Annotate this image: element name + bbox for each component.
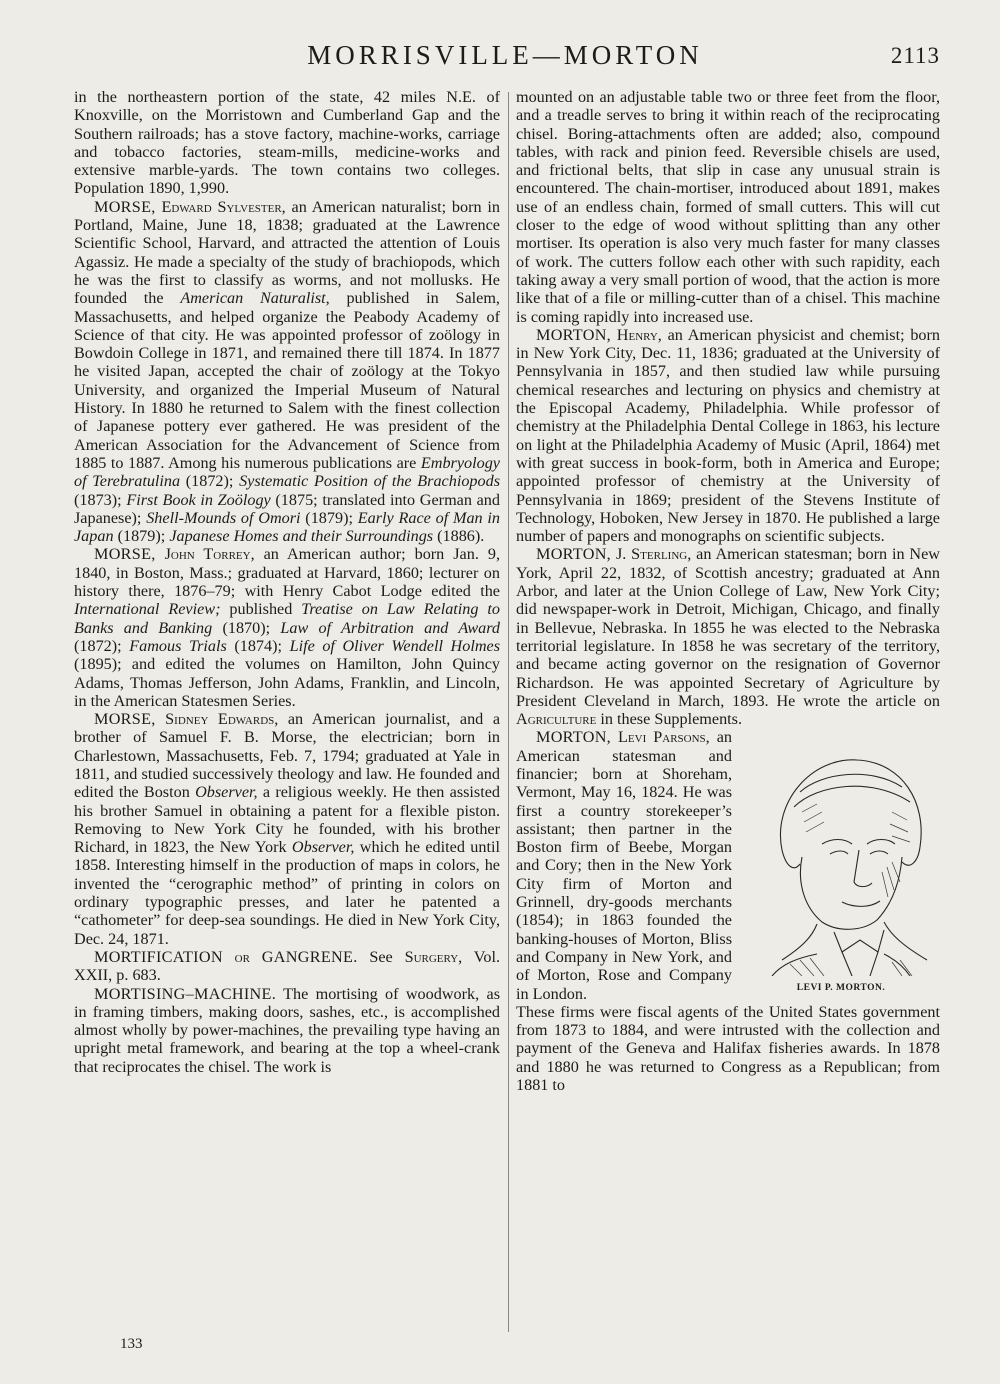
entry-subname: Edward Sylvester,	[161, 197, 286, 216]
entry-headword: MORTIFICATION	[94, 947, 223, 966]
portrait-caption: LEVI P. MORTON.	[796, 983, 886, 994]
morton-levi-continuation: These firms were fiscal agents of the United States government from 1873 to 1884, and were intrusted with the collection and payment of the Geneva and Halifax fisheries awards. In 1878 and 1880 he was returned to Congress as a Republican; from 1881 to	[516, 1002, 940, 1095]
column-divider	[508, 92, 509, 1332]
morrisville-continuation: in the northeastern portion of the state, 42 miles N.E. of Knoxville, on the Morristown and Cumberland Gap and the Southern railroads; has a stove factory, machine-works, carriage and tobacco factories, steam-mills, medicine-works and extensive marble-yards. The town contains two colleges. Population 1890, 1,990.	[74, 88, 500, 198]
entry-mortising-machine: MORTISING–MACHINE. The mortising of woodwork, as in framing timbers, making doors, sashes, etc., is accomplished almost wholly by power-machines, the prevailing type having an upright metal framework, and bearing at the top a wheel-crank that reciprocates the chisel. The work is	[74, 984, 500, 1076]
entry-headword: MORTON,	[536, 728, 612, 747]
cross-reference: Agriculture	[516, 710, 597, 729]
portrait-levi-p-morton	[742, 732, 940, 994]
running-head: MORRISVILLE—MORTON	[307, 40, 703, 70]
entry-headword: MORSE,	[94, 710, 156, 729]
entry-subname: Sidney Edwards,	[165, 710, 279, 729]
page-header	[70, 40, 940, 80]
portrait-engraving	[742, 732, 940, 976]
entry-morton-j-sterling: MORTON, J. Sterling, an American statesman; born in New York, April 22, 1832, of Scottish ancestry; graduated at Ann Arbor, and later at the Union College of Law, New York City; did newspaper-work in Detroit, Michigan, Chicago, and finally in Bellevue, Nebraska. In 1855 he was elected to the Nebraska territorial legislature. In 1858 he was secretary of the territory, and became acting governor on the resignation of Governor Richardson. He was appointed Secretary of Agriculture by President Cleveland in March, 1893. He wrote the article on Agriculture in these Supplements.	[516, 545, 940, 729]
entry-morse-sidney-edwards: MORSE, Sidney Edwards, an American journalist, and a brother of Samuel F. B. Morse, the electrician; born in Charlestown, Massachusetts, Feb. 7, 1794; graduated at Yale in 1811, and studied successively theology and law. He founded and edited the Boston Observer, a religious weekly. He then assisted his brother Samuel in obtaining a patent for a flexible piston. Removing to New York City he founded, with his brother Richard, in 1823, the New York Observer, which he edited until 1858. Interesting himself in the production of maps in colors, he invented the “cerographic method” of printing in colors on ordinary typographic presses, and later he patented a “cathometer” for deep-sea soundings. He died in New York City, Dec. 24, 1871.	[74, 710, 501, 948]
right-column	[516, 88, 940, 1094]
entry-morse-edward-sylvester: MORSE, Edward Sylvester, an American naturalist; born in Portland, Maine, June 18, 1838; graduated at the Lawrence Scientific School, Harvard, and attracted the attention of Louis Agassiz. He made a specialty of the study of brachiopods, which he was the first to classify as worms, and not mollusks. He founded the American Naturalist, published in Salem, Massachusetts, and helped organize the Peabody Academy of Science of that city. He was appointed professor of zoölogy in Bowdoin College in 1871, and remained there till 1874. In 1877 he visited Japan, accepted the chair of zoölogy at the Tokyo University, and organized the Imperial Museum of Natural History. In 1880 he returned to Salem with the finest collection of Japanese pottery ever gathered. He was president of the American Association for the Advancement of Science from 1885 to 1887. Among his numerous publications are Embryology of Terebratulina (1872); Systematic Position of the Brachiopods (1873); First Book in Zoölogy (1875; translated into German and Japanese); Shell-Mounds of Omori (1879); Early Race of Man in Japan (1879); Japanese Homes and their Surroundings (1886).	[74, 197, 501, 546]
entry-headword: MORSE,	[94, 545, 156, 564]
page-number: 2113	[890, 43, 940, 68]
entry-morton-levi-parsons: MORTON, Levi Parsons, an American statesman and financier; born at Shoreham, Vermont, May 16, 1824. He was first a country storekeeper’s assistant; then partner in the Boston firm of Beebe, Morgan and Cory; then in the New York City firm of Morton and Grinnell, dry-goods merchants (1854); in 1863 founded the banking-houses of Morton, Bliss and Company in New York, and of Morton, Rose and Company in London.	[516, 728, 733, 1003]
entry-subname: J. Sterling,	[615, 545, 692, 564]
entry-mortification: MORTIFICATION or GANGRENE. See Surgery, Vol. XXII, p. 683.	[74, 947, 501, 985]
mortising-continuation: mounted on an adjustable table two or three feet from the floor, and a treadle serves to bring it within reach of the reciprocating chisel. Boring-attachments often are added; also, compound tables, with rack and pinion feed. Reversible chisels are used, and frictional belts, that slip in case any unusual strain is encountered. The chain-mortiser, introduced about 1891, makes use of an endless chain, formed of small cutters. This will cut closer to the edge of wood without splitting than any other mortiser. Its operation is also very much faster for many classes of work. The cutters follow each other with such rapidity, each taking away a very small portion of wood, that the action is more like that of a file or milling-cutter than of a chisel. This machine is coming rapidly into increased use.	[516, 88, 940, 326]
left-column	[74, 88, 500, 1076]
entry-subname: Henry,	[616, 325, 662, 344]
entry-morton-henry: MORTON, Henry, an American physicist and chemist; born in New York City, Dec. 11, 1836; graduated at the University of Pennsylvania in 1857, and then studied law while pursuing chemical researches and lecturing on physics and chemistry at the Episcopal Academy, Philadelphia. While professor of chemistry at the Philadelphia Dental College in 1863, his lecture on light at the Philadelphia Academy of Music (April, 1864) met with great success in book-form, both in America and Europe; appointed professor of chemistry at the University of Pennsylvania in 1869; president of the Stevens Institute of Technology, Hoboken, New Jersey in 1870. He published a large number of papers and monographs on scientific subjects.	[516, 325, 940, 546]
entry-headword: MORTISING–MACHINE.	[94, 984, 277, 1003]
entry-subname: John Torrey,	[164, 545, 255, 564]
signature-mark: 133	[120, 1336, 143, 1352]
entry-morse-john-torrey: MORSE, John Torrey, an American author; born Jan. 9, 1840, in Boston, Mass.; graduated at Harvard, 1860; lecturer on history there, 1876–79; with Henry Cabot Lodge edited the International Review; published Treatise on Law Relating to Banks and Banking (1870); Law of Arbitration and Award (1872); Famous Trials (1874); Life of Oliver Wendell Holmes (1895); and edited the volumes on Hamilton, John Quincy Adams, Thomas Jefferson, John Adams, Franklin, and Lincoln, in the American Statesmen Series.	[74, 545, 500, 710]
cross-reference: Surgery,	[404, 947, 463, 966]
entry-subname: Levi Parsons,	[618, 728, 710, 747]
entry-headword: MORTON,	[536, 545, 612, 564]
entry-headword: MORSE,	[94, 197, 156, 216]
entry-headword: MORTON,	[536, 325, 612, 344]
entry-headword: GANGRENE.	[261, 947, 358, 966]
